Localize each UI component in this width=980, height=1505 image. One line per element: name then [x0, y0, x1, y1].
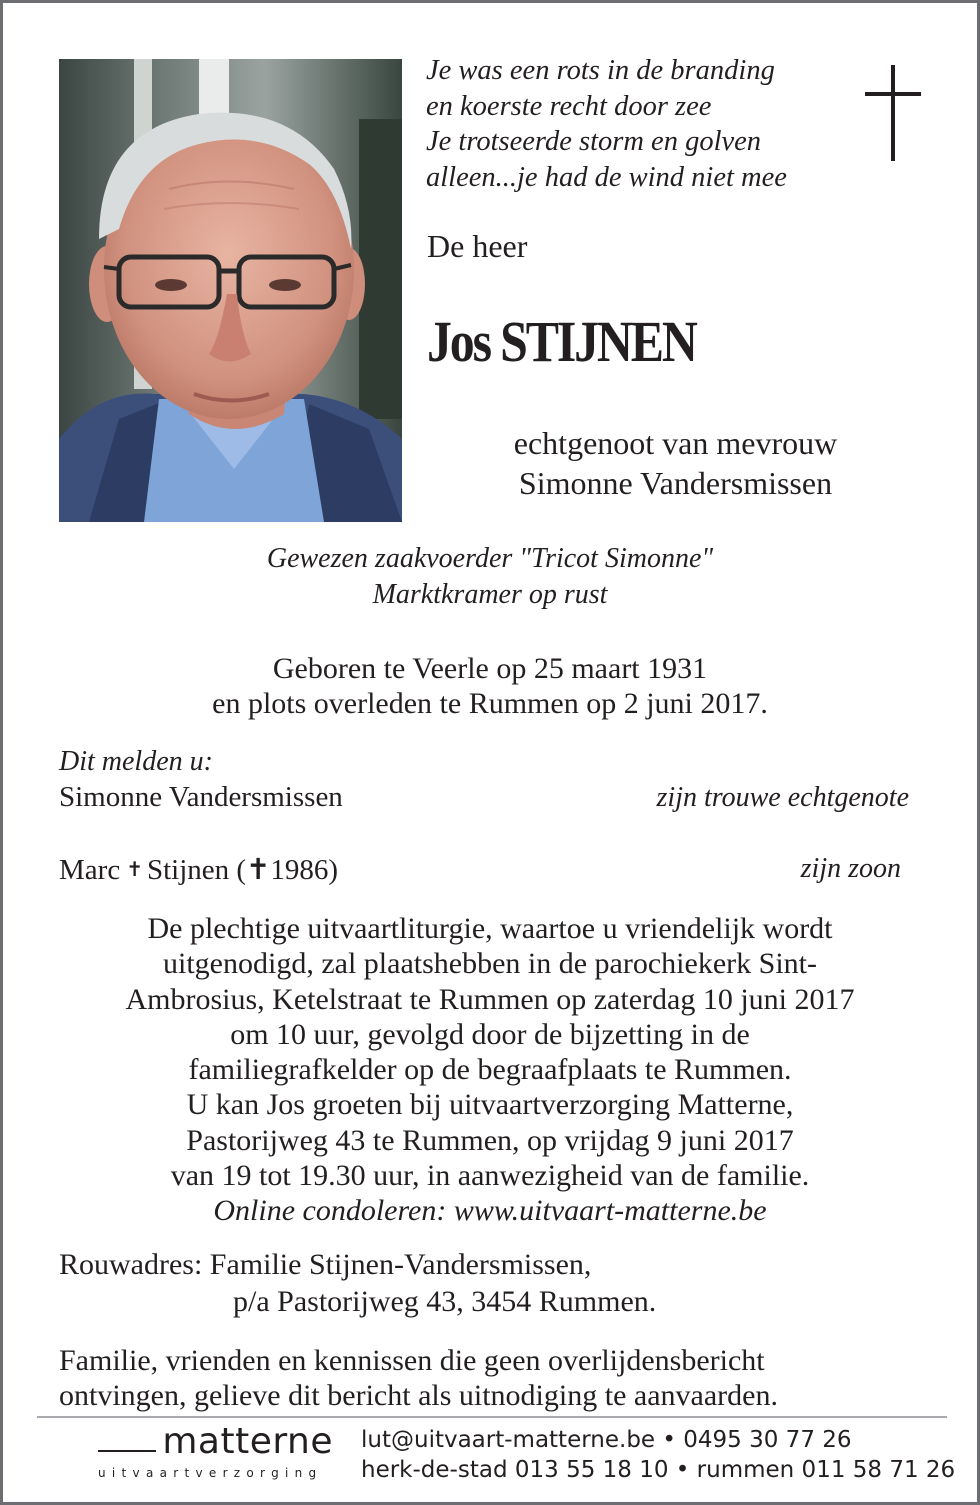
family-member-name: [59, 852, 338, 887]
birth-death-block: [3, 651, 977, 721]
portrait-illustration: [59, 59, 402, 522]
closing-line: Familie, vrienden en kennissen die geen overlijdensbericht: [59, 1344, 765, 1377]
closing-note: [59, 1343, 778, 1413]
ceremony-line: Ambrosius, Ketelstraat te Rummen op zaterdag 10 juni 2017: [125, 982, 855, 1016]
ceremony-details: [3, 911, 977, 1229]
contact-locations: herk-de-stad 013 55 18 10 • rummen 011 58 71 26: [361, 1457, 956, 1483]
death-line: en plots overleden te Rummen op 2 juni 2017.: [212, 687, 768, 720]
family-member-surname: Stijnen (✝1986): [146, 854, 338, 886]
ceremony-line: om 10 uur, gevolgd door de bijzetting in de: [230, 1017, 750, 1051]
family-member-role: zijn zoon: [800, 853, 901, 884]
ceremony-line: van 19 tot 19.30 uur, in aanwezigheid van de familie.: [170, 1159, 810, 1193]
family-member-first-name: Marc: [59, 854, 121, 886]
occupation-block: [3, 541, 977, 613]
mourning-address-line: Rouwadres: Familie Stijnen-Vandersmissen,: [59, 1248, 592, 1281]
deceased-name: Jos STIJNEN: [427, 309, 696, 374]
poem-line: Je was een rots in de branding: [426, 55, 775, 86]
spouse-name: Simonne Vandersmissen: [518, 465, 833, 501]
portrait-photo: [59, 59, 402, 522]
spouse-line: echtgenoot van mevrouw: [513, 425, 838, 461]
occupation-line: Gewezen zaakvoerder "Tricot Simonne": [266, 543, 714, 574]
poem: [426, 53, 787, 195]
logo-line: [98, 1450, 156, 1452]
funeral-home-logo: [98, 1421, 333, 1480]
online-condolence-link[interactable]: Online condoleren: www.uitvaart-matterne.be: [213, 1194, 767, 1228]
ceremony-line: De plechtige uitvaartliturgie, waartoe u vriendelijk wordt: [147, 912, 833, 945]
cross-icon: [865, 65, 921, 161]
ceremony-line: familiegrafkelder op de begraafplaats te Rummen.: [188, 1053, 792, 1087]
contact-email-phone[interactable]: lut@uitvaart-matterne.be • 0495 30 77 26: [361, 1427, 852, 1453]
occupation-line: Marktkramer op rust: [372, 579, 608, 610]
logo-tagline: uitvaartverzorging: [98, 1466, 323, 1480]
contact-info: [361, 1425, 955, 1485]
family-member-role: zijn trouwe echtgenote: [656, 782, 909, 813]
ceremony-line: uitgenodigd, zal plaatshebben in de parochiekerk Sint-: [163, 947, 817, 981]
spouse-block: [403, 423, 948, 503]
deceased-cross-icon: ✝: [126, 859, 143, 881]
birth-line: Geboren te Veerle op 25 maart 1931: [272, 652, 708, 685]
poem-line: alleen...je had de wind niet mee: [426, 161, 787, 193]
poem-line: Je trotseerde storm en golven: [426, 126, 762, 157]
ceremony-line: U kan Jos groeten bij uitvaartverzorging Matterne,: [186, 1088, 794, 1122]
logo-wordmark: matterne: [98, 1421, 333, 1462]
announcers-heading: Dit melden u:: [59, 746, 213, 777]
closing-line: ontvingen, gelieve dit bericht als uitnodiging te aanvaarden.: [59, 1379, 778, 1412]
mourning-address-line: p/a Pastorijweg 43, 3454 Rummen.: [233, 1285, 657, 1318]
ceremony-line: Pastorijweg 43 te Rummen, op vrijdag 9 juni 2017: [186, 1123, 794, 1157]
salutation: De heer: [427, 228, 528, 264]
footer-divider: [37, 1416, 947, 1418]
poem-line: en koerste recht door zee: [426, 90, 712, 122]
family-member-name: Simonne Vandersmissen: [59, 781, 343, 813]
